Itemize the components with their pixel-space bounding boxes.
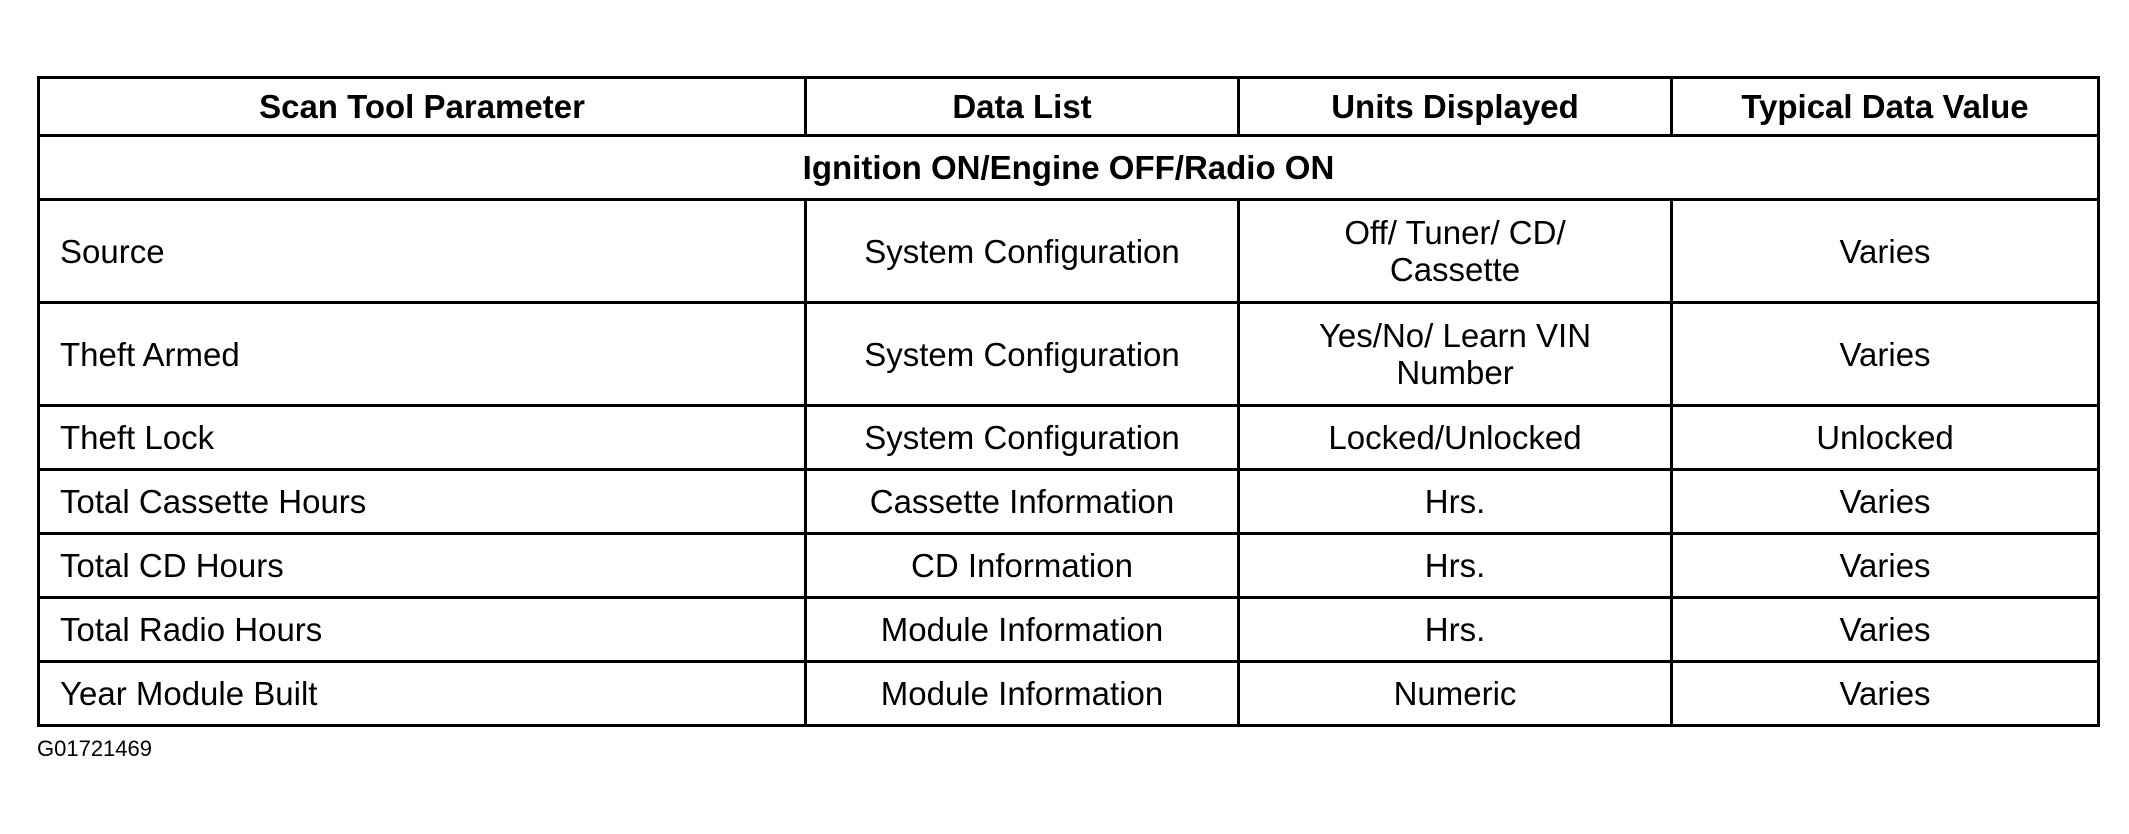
table-row (39, 406, 2099, 470)
data-list-cell: System Configuration (806, 303, 1239, 406)
table-row (39, 303, 2099, 406)
param-cell: Total CD Hours (39, 534, 806, 598)
typical-value-cell: Unlocked (1672, 406, 2099, 470)
table-row (39, 470, 2099, 534)
table-row (39, 200, 2099, 303)
units-cell: Hrs. (1239, 470, 1672, 534)
param-cell: Total Cassette Hours (39, 470, 806, 534)
typical-value-cell: Varies (1672, 200, 2099, 303)
param-cell: Year Module Built (39, 662, 806, 726)
table-row (39, 662, 2099, 726)
units-cell (1239, 303, 1672, 406)
units-text: Yes/No/ Learn VIN Number (1318, 317, 1592, 391)
typical-value-cell: Varies (1672, 470, 2099, 534)
figure-id: G01721469 (37, 736, 152, 761)
units-cell: Numeric (1239, 662, 1672, 726)
section-title: Ignition ON/Engine OFF/Radio ON (39, 136, 2099, 200)
param-cell: Total Radio Hours (39, 598, 806, 662)
param-cell: Source (39, 200, 806, 303)
data-list-cell: Cassette Information (806, 470, 1239, 534)
units-text: Off/ Tuner/ CD/ Cassette (1344, 214, 1566, 288)
table-header-row (39, 78, 2099, 136)
typical-value-cell: Varies (1672, 662, 2099, 726)
header-data-list: Data List (806, 78, 1239, 136)
section-row (39, 136, 2099, 200)
typical-value-cell: Varies (1672, 303, 2099, 406)
table-row (39, 598, 2099, 662)
units-cell: Locked/Unlocked (1239, 406, 1672, 470)
units-cell: Hrs. (1239, 598, 1672, 662)
data-list-cell: System Configuration (806, 200, 1239, 303)
typical-value-cell: Varies (1672, 534, 2099, 598)
header-units-displayed: Units Displayed (1239, 78, 1672, 136)
typical-value-cell: Varies (1672, 598, 2099, 662)
data-list-cell: CD Information (806, 534, 1239, 598)
data-list-cell: Module Information (806, 662, 1239, 726)
scan-tool-data-table (37, 76, 2100, 727)
data-list-cell: System Configuration (806, 406, 1239, 470)
header-typical-data-value: Typical Data Value (1672, 78, 2099, 136)
table-row (39, 534, 2099, 598)
param-cell: Theft Lock (39, 406, 806, 470)
header-scan-tool-parameter: Scan Tool Parameter (39, 78, 806, 136)
data-list-cell: Module Information (806, 598, 1239, 662)
units-cell: Hrs. (1239, 534, 1672, 598)
units-cell (1239, 200, 1672, 303)
param-cell: Theft Armed (39, 303, 806, 406)
